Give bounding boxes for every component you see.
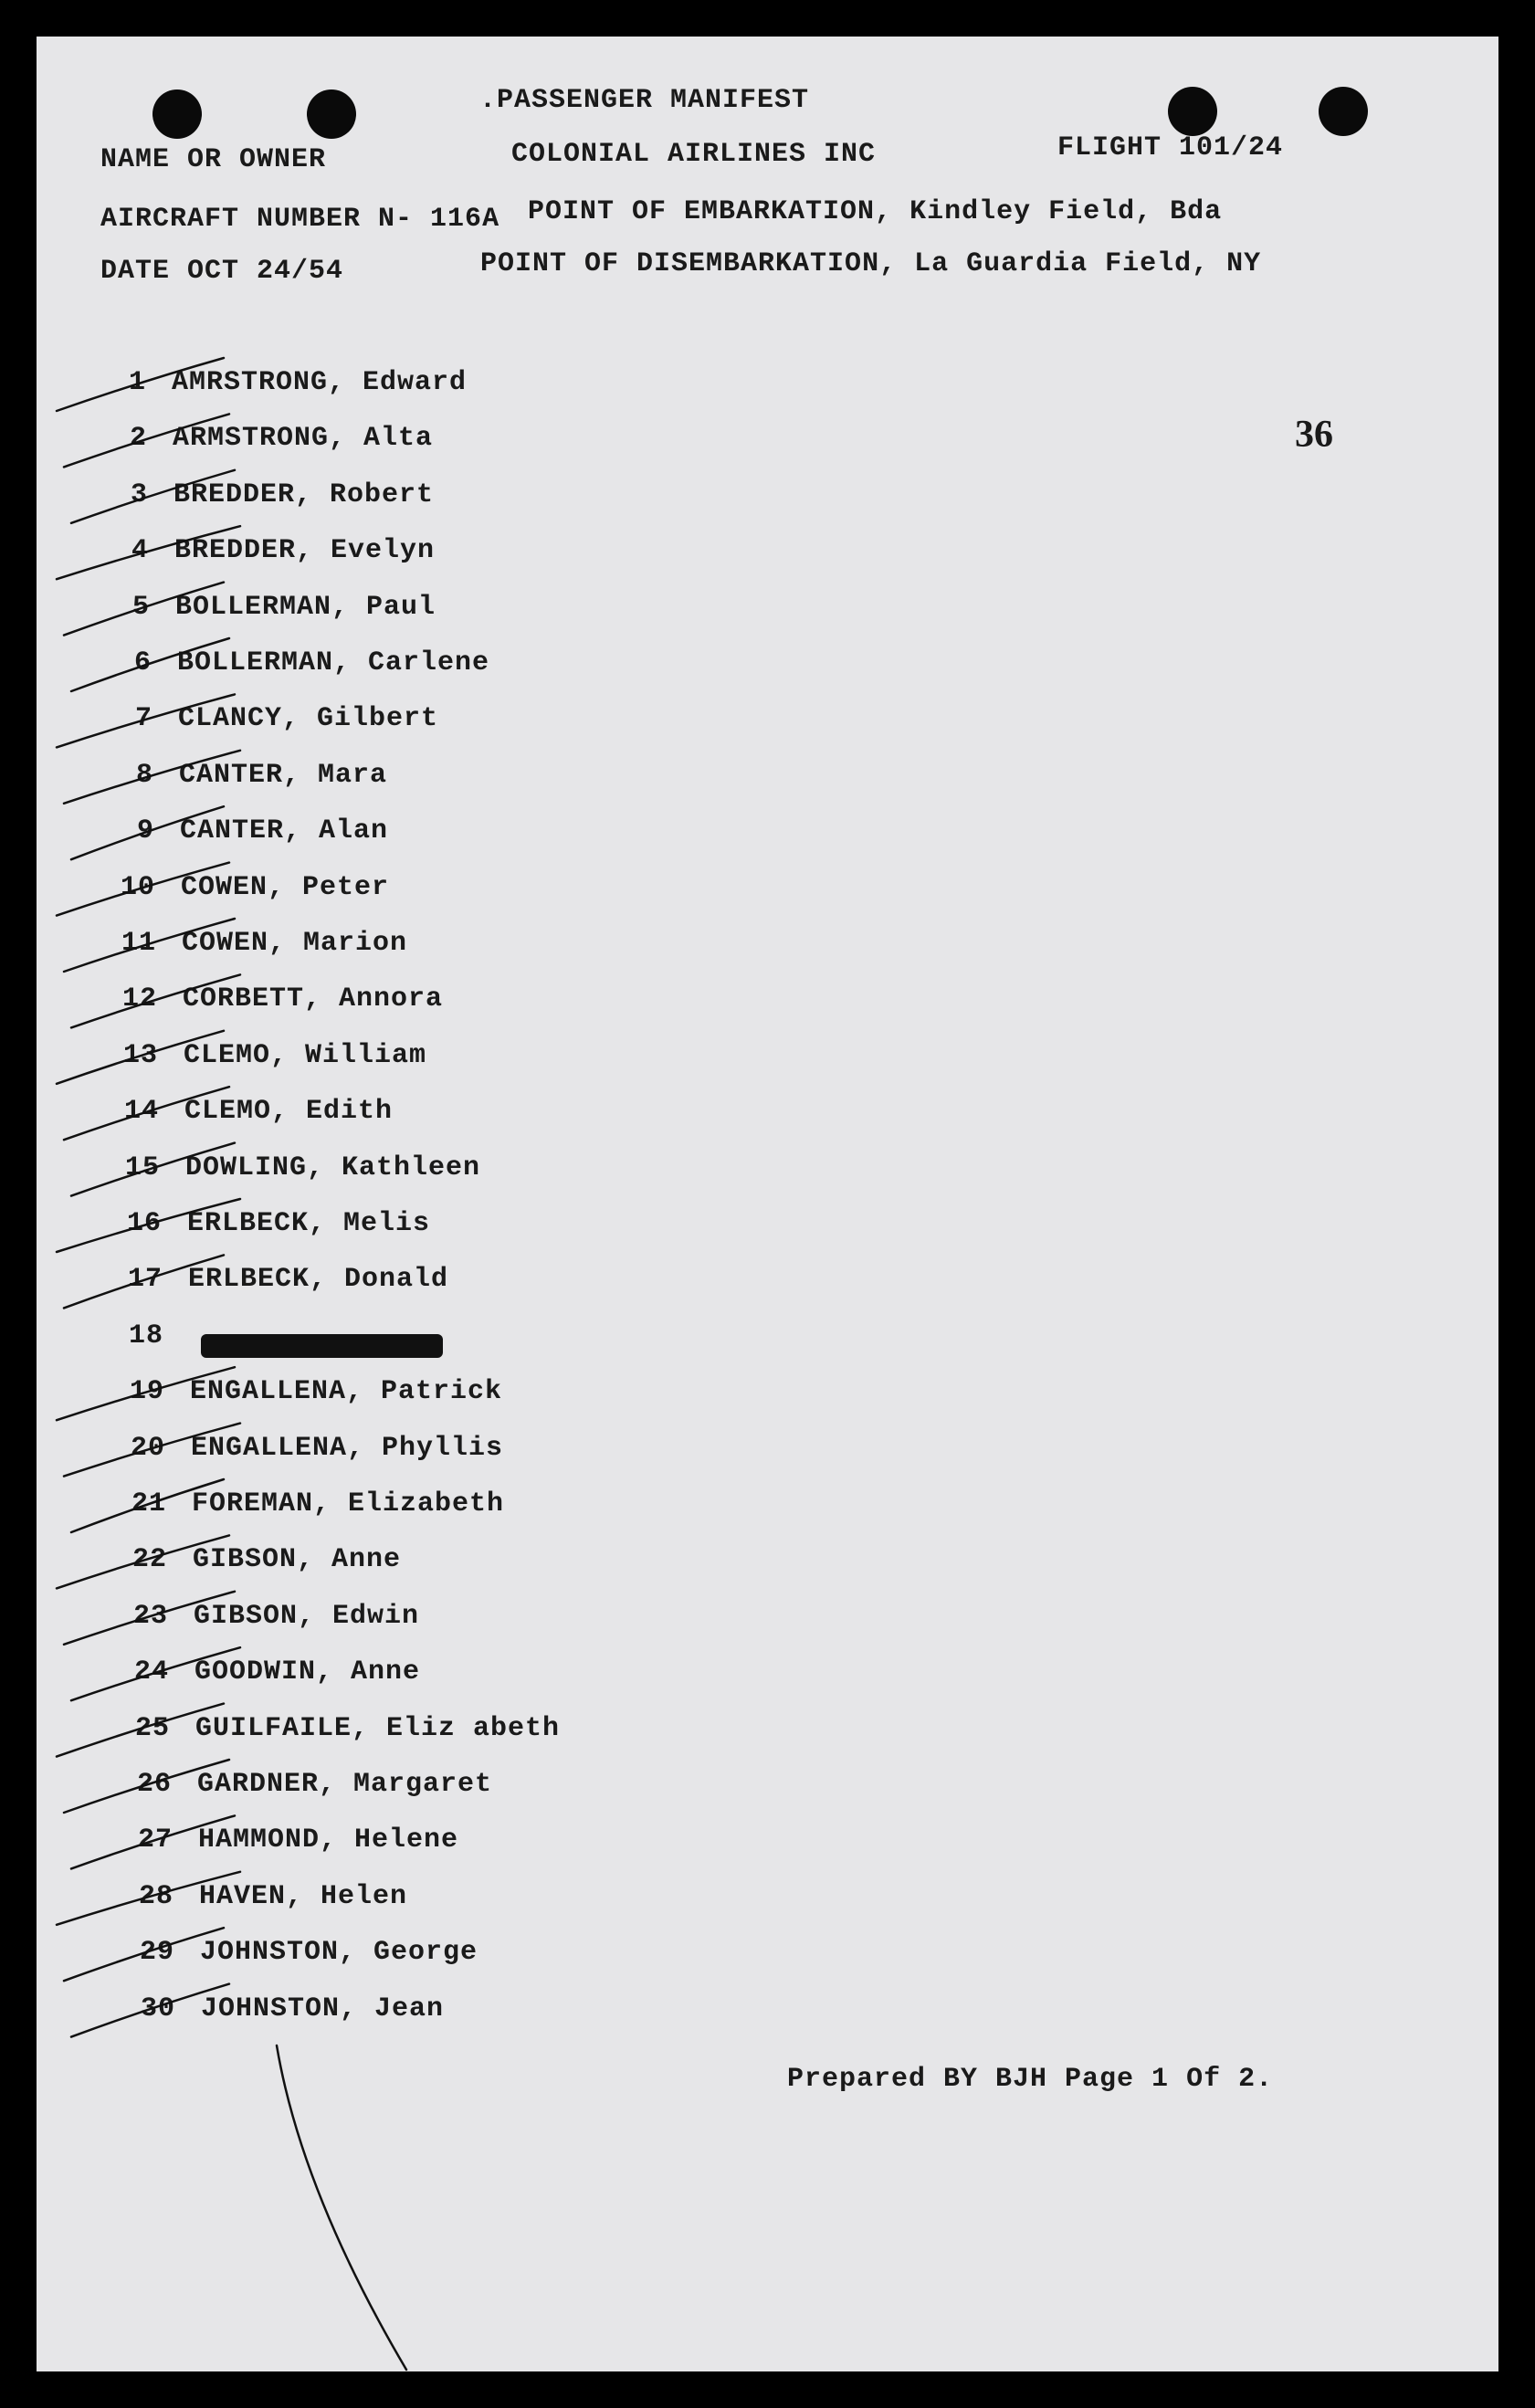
passenger-number: 22 xyxy=(131,1544,167,1576)
passenger-name: FOREMAN, Elizabeth xyxy=(192,1488,505,1519)
footer-prepared-by: Prepared BY BJH Page 1 Of 2. xyxy=(787,2064,1274,2095)
passenger-number: 14 xyxy=(123,1096,159,1128)
passenger-name: CLEMO, William xyxy=(184,1039,427,1071)
passenger-name: CLEMO, Edith xyxy=(184,1096,394,1128)
punch-hole xyxy=(307,89,356,139)
passenger-number: 29 xyxy=(139,1937,174,1969)
passenger-number: 11 xyxy=(121,928,156,959)
passenger-name: JOHNSTON, George xyxy=(200,1937,478,1969)
passenger-name: CLANCY, Gilbert xyxy=(178,703,439,735)
passenger-name: JOHNSTON, Jean xyxy=(201,1993,445,2024)
passenger-name: GIBSON, Anne xyxy=(193,1544,402,1576)
passenger-number: 18 xyxy=(128,1320,163,1351)
point-of-embarkation: POINT OF EMBARKATION, Kindley Field, Bda xyxy=(528,196,1223,227)
passenger-number: 17 xyxy=(127,1264,163,1296)
passenger-number: 23 xyxy=(132,1600,168,1632)
passenger-name: CANTER, Mara xyxy=(179,759,388,791)
passenger-name: GUILFAILE, Eliz abeth xyxy=(195,1712,561,1744)
passenger-number: 1 xyxy=(128,367,146,398)
passenger-name: COWEN, Marion xyxy=(182,928,408,959)
passenger-number: 21 xyxy=(131,1488,166,1519)
passenger-name: BREDDER, Robert xyxy=(173,478,435,510)
punch-hole xyxy=(152,89,202,139)
passenger-number: 19 xyxy=(129,1376,164,1408)
passenger-number: 8 xyxy=(135,759,153,791)
punch-hole xyxy=(1168,87,1217,136)
passenger-name: BOLLERMAN, Carlene xyxy=(177,647,490,678)
point-of-disembarkation: POINT OF DISEMBARKATION, La Guardia Field, NY xyxy=(480,248,1262,279)
owner-label: NAME OR OWNER xyxy=(100,144,327,175)
passenger-name: GARDNER, Margaret xyxy=(197,1769,493,1800)
passenger-number: 24 xyxy=(133,1656,169,1688)
passenger-number: 28 xyxy=(138,1880,173,1912)
passenger-number: 12 xyxy=(121,983,157,1015)
passenger-number: 27 xyxy=(137,1824,173,1856)
aircraft-number: AIRCRAFT NUMBER N- 116A xyxy=(100,204,500,235)
manifest-title: .PASSENGER MANIFEST xyxy=(479,85,810,116)
passenger-number: 10 xyxy=(120,871,155,903)
passenger-name: ERLBECK, Melis xyxy=(187,1208,431,1239)
passenger-name: BOLLERMAN, Paul xyxy=(175,591,436,623)
passenger-name: COWEN, Peter xyxy=(181,871,390,903)
passenger-name: ARMSTRONG, Alta xyxy=(173,423,434,455)
passenger-number: 26 xyxy=(136,1769,172,1800)
passenger-number: 25 xyxy=(134,1712,170,1744)
manifest-date: DATE OCT 24/54 xyxy=(100,256,344,287)
passenger-number: 9 xyxy=(136,815,154,847)
passenger-number: 2 xyxy=(129,423,147,455)
passenger-number: 3 xyxy=(130,478,148,510)
passenger-name: DOWLING, Kathleen xyxy=(185,1151,481,1183)
passenger-name: CANTER, Alan xyxy=(180,815,389,847)
passenger-number: 16 xyxy=(126,1208,162,1239)
owner-value: COLONIAL AIRLINES INC xyxy=(511,139,877,170)
punch-hole xyxy=(1319,87,1368,136)
flight-number: FLIGHT 101/24 xyxy=(1057,132,1284,163)
passenger-name: GIBSON, Edwin xyxy=(194,1600,420,1632)
passenger-name: ERLBECK, Donald xyxy=(188,1264,449,1296)
passenger-number: 20 xyxy=(130,1432,165,1464)
passenger-number: 7 xyxy=(134,703,152,735)
passenger-name: HAMMOND, Helene xyxy=(198,1824,459,1856)
passenger-name: ENGALLENA, Patrick xyxy=(190,1376,503,1408)
passenger-number: 5 xyxy=(131,591,150,623)
page-number: 36 xyxy=(1295,414,1333,456)
passenger-number: 13 xyxy=(122,1039,158,1071)
passenger-name: BREDDER, Evelyn xyxy=(174,535,436,567)
passenger-name: GOODWIN, Anne xyxy=(195,1656,421,1688)
passenger-name: ENGALLENA, Phyllis xyxy=(191,1432,504,1464)
manifest-sheet xyxy=(37,37,1498,2371)
passenger-name: HAVEN, Helen xyxy=(199,1880,408,1912)
passenger-number: 6 xyxy=(133,647,152,678)
passenger-number: 30 xyxy=(140,1993,175,2024)
redaction-mark xyxy=(201,1334,443,1358)
passenger-number: 15 xyxy=(124,1151,160,1183)
passenger-name: CORBETT, Annora xyxy=(183,983,444,1015)
passenger-number: 4 xyxy=(131,535,149,567)
passenger-name: AMRSTRONG, Edward xyxy=(172,367,468,398)
